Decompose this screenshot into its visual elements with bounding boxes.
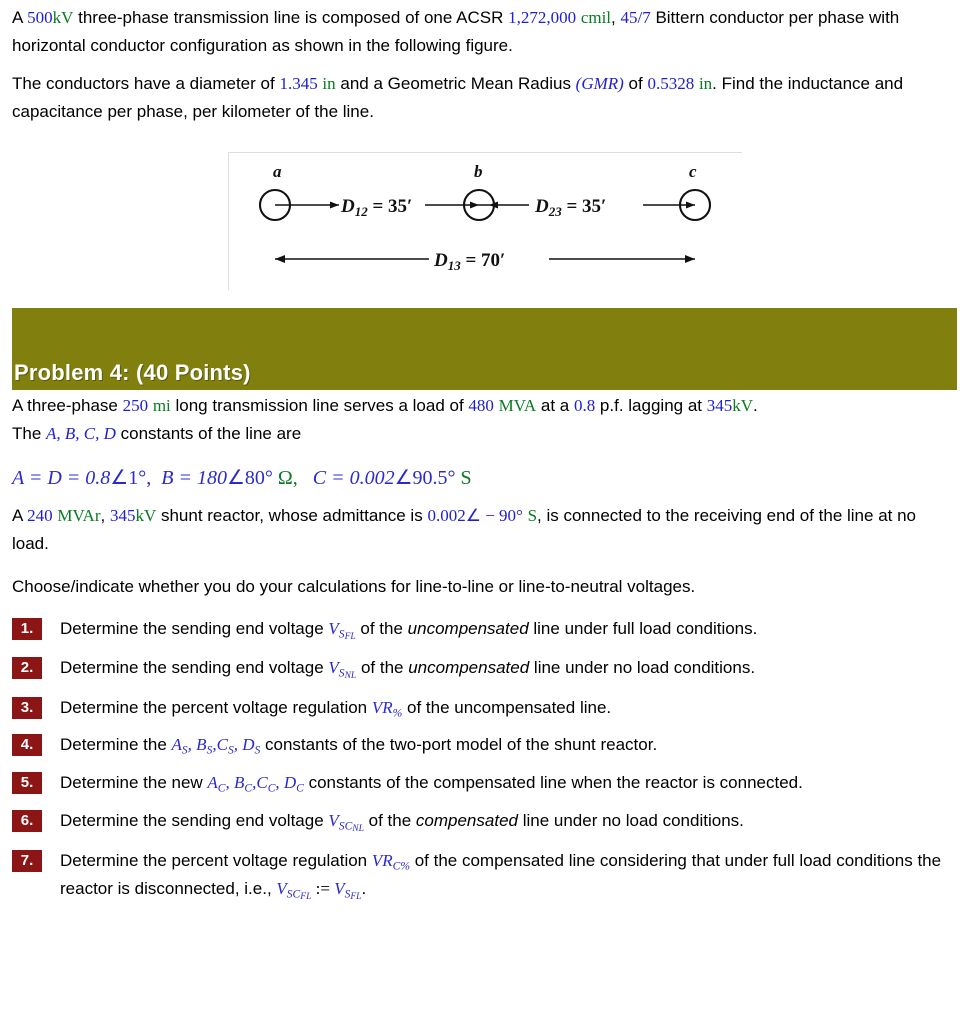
task3-symbol (371, 697, 403, 720)
admittance-unit: S (527, 506, 538, 525)
constants-text-b: constants of the line are (115, 423, 302, 443)
task4-pre: Determine the (60, 735, 172, 755)
task4-a: $A_S$, (171, 735, 192, 758)
task7-period: . (361, 878, 367, 898)
task5-c: $C_C$, (256, 773, 280, 796)
phase-label-b: b (474, 162, 483, 181)
task7-v1-sub: SC (286, 887, 301, 901)
eq-ad: A = D = 0.8 (12, 467, 111, 489)
load-text-c: at a (536, 396, 574, 415)
reactor-kv-value: 345 (109, 506, 136, 525)
comma-separator: , (611, 8, 621, 27)
task1-symbol (328, 619, 356, 643)
task-text-7 (60, 848, 956, 905)
task7-vs-fl (334, 878, 362, 902)
load-kv-unit: kV (732, 396, 754, 415)
task4-mid: constants of the two-port model of the shunt reactor. (260, 735, 658, 755)
load-text-e: . (753, 396, 758, 415)
power-factor-value: 0.8 (573, 396, 596, 415)
eq-c-angle: 90.5° (412, 467, 456, 489)
task7-vsc-fl (276, 878, 312, 902)
task-item-6 (0, 808, 970, 837)
task-number-3: 3. (12, 697, 42, 719)
load-paragraph (0, 392, 970, 447)
task2-symbol (328, 658, 357, 682)
conductor-stranding: 45/7 (620, 8, 651, 27)
task1-sym-base: V (328, 619, 339, 638)
task-item-4 (0, 732, 970, 760)
conductor-cmil-unit: cmil (580, 8, 612, 27)
task5-symbol (207, 773, 304, 796)
task1-sym-subsub: FL (344, 632, 356, 643)
eq-c: C = 0.002 (312, 467, 395, 489)
task7-mid: of the compensated line considering that under full load conditions the reactor is disconnected, i.e., (60, 850, 942, 898)
task4-d: $D_S$ (242, 735, 261, 758)
load-text-b: long transmission line serves a load of (170, 396, 469, 415)
task5-a: $A_C$, (207, 773, 230, 796)
admittance-value: 0.002 (427, 506, 466, 525)
task2-emphasis: uncompensated (408, 658, 530, 678)
angle-icon-3: ∠ (394, 467, 413, 489)
task-item-3 (0, 695, 970, 723)
task5-pre: Determine the new (60, 773, 208, 793)
eq-ad-angle: 1°, (128, 467, 152, 489)
problem-banner (12, 308, 957, 390)
task6-sym-base: V (328, 811, 339, 831)
task-text-1 (60, 616, 956, 645)
task3-mid: of the uncompensated line. (402, 697, 612, 717)
task7-sym-sub: C% (392, 859, 410, 873)
dimension-d13: $D_{13} = 70'$ (434, 250, 506, 273)
task1-sym-sub: S (338, 627, 345, 641)
reactor-text-a: A (12, 506, 28, 525)
load-text-d: p.f. lagging at (595, 396, 707, 415)
task2-sym-base: V (328, 658, 339, 678)
task1-emphasis: uncompensated (407, 619, 529, 638)
task6-emphasis: compensated (415, 811, 518, 831)
task7-sym-base: VR (371, 850, 393, 870)
reactor-text-b: , (100, 506, 110, 525)
dimension-d23: $D_{23} = 35'$ (535, 196, 607, 219)
diameter-text-a: The conductors have a diameter of (12, 74, 280, 93)
task-number-6: 6. (12, 810, 42, 832)
intro-text-a: A (12, 8, 28, 27)
task-list (0, 616, 970, 915)
task2-sym-subsub: NL (344, 671, 357, 682)
task6-mid: of the (363, 811, 416, 831)
eq-b-unit: Ω, (277, 467, 298, 489)
task6-post: line under no load conditions. (517, 811, 744, 831)
eq-b-angle: 80° (244, 467, 273, 489)
intro-text-d: . Find the inductance and capacitance per phase, per kilometer of the line. (12, 74, 904, 121)
eq-c-unit: S (460, 467, 472, 489)
intro-paragraph-2 (0, 70, 970, 125)
load-mva-value: 480 (468, 396, 494, 415)
task2-pre: Determine the sending end voltage (60, 658, 329, 678)
reactor-mvar-value: 240 (27, 506, 53, 525)
task-item-7 (0, 848, 970, 905)
line-length-value: 250 (122, 396, 149, 415)
gmr-value: 0.5328 (647, 74, 695, 93)
diameter-value: 1.345 (279, 74, 318, 93)
task-number-2: 2. (12, 657, 42, 679)
task6-sym-subsub: NL (352, 824, 364, 835)
eq-b: B = 180 (161, 467, 227, 489)
admittance-angle: − 90° (480, 506, 523, 525)
reactor-paragraph (0, 502, 970, 557)
task-text-5 (60, 770, 956, 798)
gmr-symbol: (GMR) (575, 74, 624, 93)
task7-assign-operator: := (311, 878, 335, 898)
task-text-6 (60, 808, 956, 837)
task1-mid: of the (355, 619, 408, 638)
task3-sym-base: VR (371, 697, 393, 717)
task7-v1-subsub: FL (300, 891, 312, 902)
intro-text-b: three-phase transmission line is composed of one ACSR (73, 8, 509, 27)
angle-icon-4: ∠ (465, 506, 481, 525)
task4-symbol (171, 735, 261, 758)
task7-symbol (371, 850, 410, 873)
task-text-4 (60, 732, 956, 760)
task2-post: line under no load conditions. (529, 658, 756, 678)
conductor-configuration-figure (228, 152, 742, 290)
abcd-constants-symbol: A, B, C, D (46, 423, 116, 443)
abcd-equation-line (0, 462, 970, 494)
reactor-kv-unit: kV (135, 506, 157, 525)
gmr-unit: in (698, 74, 713, 93)
task4-c: $C_S$, (216, 735, 238, 758)
task5-mid: constants of the compensated line when the reactor is connected. (303, 773, 803, 793)
task7-v2-base: V (334, 878, 345, 898)
task6-symbol (328, 811, 364, 835)
task-item-5 (0, 770, 970, 798)
voltage-value: 500 (27, 8, 53, 27)
load-mva-unit: MVA (498, 396, 537, 415)
reactor-mvar-unit: MVAr (57, 506, 101, 525)
task3-pre: Determine the percent voltage regulation (60, 697, 372, 717)
task-number-4: 4. (12, 734, 42, 756)
task7-v2-subsub: FL (350, 891, 362, 902)
intro-paragraph-1 (0, 4, 970, 59)
task-item-2 (0, 655, 970, 684)
gmr-text-b: of (623, 74, 648, 93)
angle-icon-1: ∠ (110, 467, 129, 489)
diameter-unit: in (322, 74, 336, 93)
gmr-text-a: and a Geometric Mean Radius (335, 74, 576, 93)
task6-pre: Determine the sending end voltage (60, 811, 329, 831)
angle-icon-2: ∠ (226, 467, 245, 489)
task2-mid: of the (356, 658, 409, 678)
load-text-a: A three-phase (12, 396, 123, 415)
conductor-cmil-value: 1,272,000 (508, 8, 577, 27)
voltage-unit: kV (52, 8, 74, 27)
task-number-1: 1. (12, 618, 42, 640)
choose-note: Choose/indicate whether you do your calculations for line-to-line or line-to-neutral voltages. (12, 577, 696, 596)
load-kv-value: 345 (706, 396, 733, 415)
phase-label-c: c (689, 162, 697, 181)
intro-text-c: Bittern conductor per phase with horizontal conductor configuration as shown in the following figure. (12, 8, 900, 55)
task-number-5: 5. (12, 772, 42, 794)
task-item-1 (0, 616, 970, 645)
task1-pre: Determine the sending end voltage (60, 619, 329, 638)
problem-title: Problem 4: (40 Points) (14, 360, 251, 385)
task-text-3 (60, 695, 956, 723)
reactor-text-c: shunt reactor, whose admittance is (156, 506, 428, 525)
task5-d: $D_C$ (283, 773, 304, 796)
task3-sym-sub: % (392, 706, 403, 720)
task-number-7: 7. (12, 850, 42, 872)
task1-post: line under full load conditions. (528, 619, 758, 638)
task2-sym-sub: S (338, 666, 345, 680)
task7-pre: Determine the percent voltage regulation (60, 850, 372, 870)
task5-b: $B_C$, (234, 773, 257, 796)
task6-sym-sub: SC (338, 820, 353, 834)
dimension-d12: $D_{12} = 35'$ (341, 196, 413, 219)
task7-v1-base: V (276, 878, 287, 898)
task4-b: $B_S$, (196, 735, 217, 758)
line-length-unit: mi (152, 396, 171, 415)
constants-text-a: The (12, 423, 47, 443)
reactor-text-d: , is connected to the receiving end of the line at no load. (12, 506, 917, 553)
phase-label-a: a (273, 162, 282, 181)
task7-v2-sub: S (344, 887, 351, 901)
task-text-2 (60, 655, 956, 684)
